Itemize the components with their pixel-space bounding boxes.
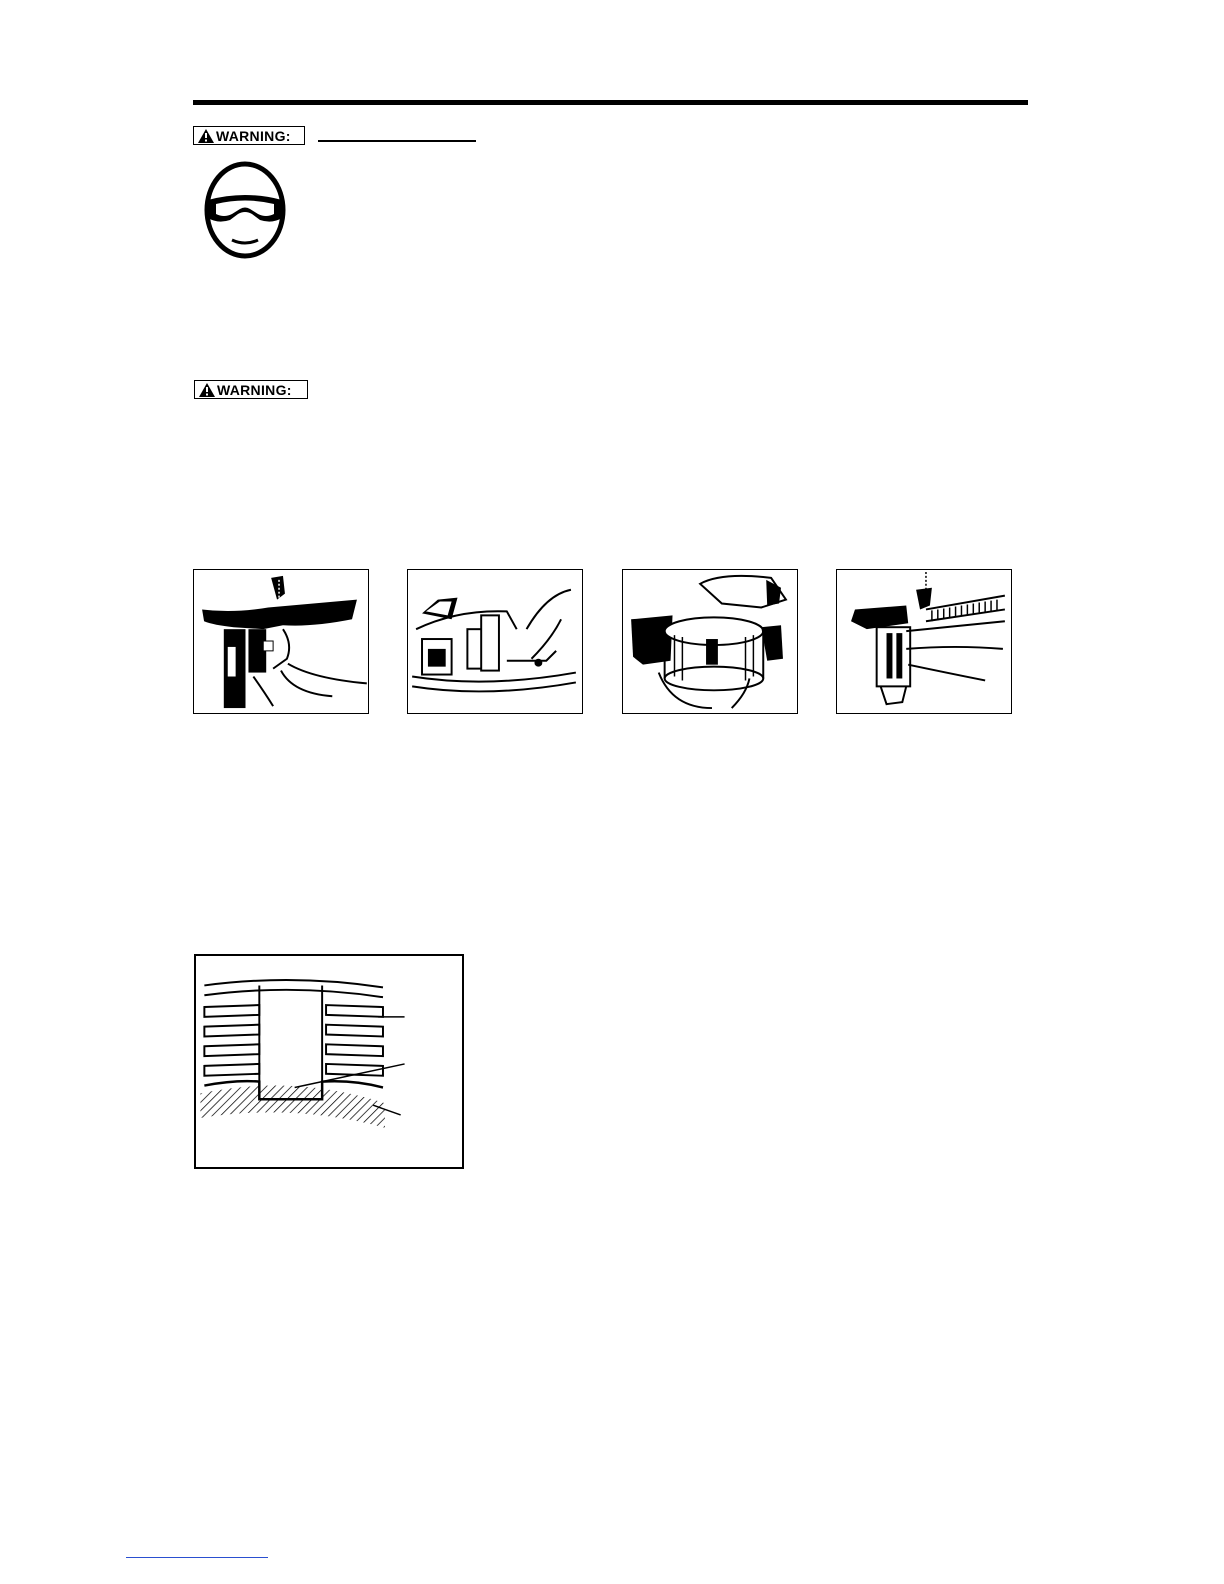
warning-badge bbox=[193, 126, 305, 145]
feed-slot-diagram bbox=[194, 954, 464, 1169]
magazine-canister-adjustment-illustration bbox=[408, 570, 582, 713]
feeding-nail-strip-illustration bbox=[837, 570, 1011, 713]
warning-badge bbox=[194, 380, 308, 399]
figure-feed-strip bbox=[836, 569, 1012, 714]
warning-triangle-icon bbox=[199, 383, 215, 397]
footer-link-underline[interactable] bbox=[126, 1557, 268, 1558]
heading-underline bbox=[318, 140, 476, 142]
coil-nail-feed-slot-cross-section bbox=[196, 956, 462, 1167]
warning-triangle-icon bbox=[198, 129, 214, 143]
coil-loading-into-canister-illustration bbox=[623, 570, 797, 713]
safety-goggles-face-icon bbox=[202, 160, 288, 260]
warning-label: WARNING: bbox=[216, 127, 291, 144]
warning-label: WARNING: bbox=[217, 381, 292, 398]
figure-adjust-canister bbox=[407, 569, 583, 714]
header-rule bbox=[193, 100, 1028, 105]
figure-load-coil bbox=[622, 569, 798, 714]
figure-open-magazine bbox=[193, 569, 369, 714]
hand-opening-nailer-magazine-illustration bbox=[194, 570, 368, 713]
